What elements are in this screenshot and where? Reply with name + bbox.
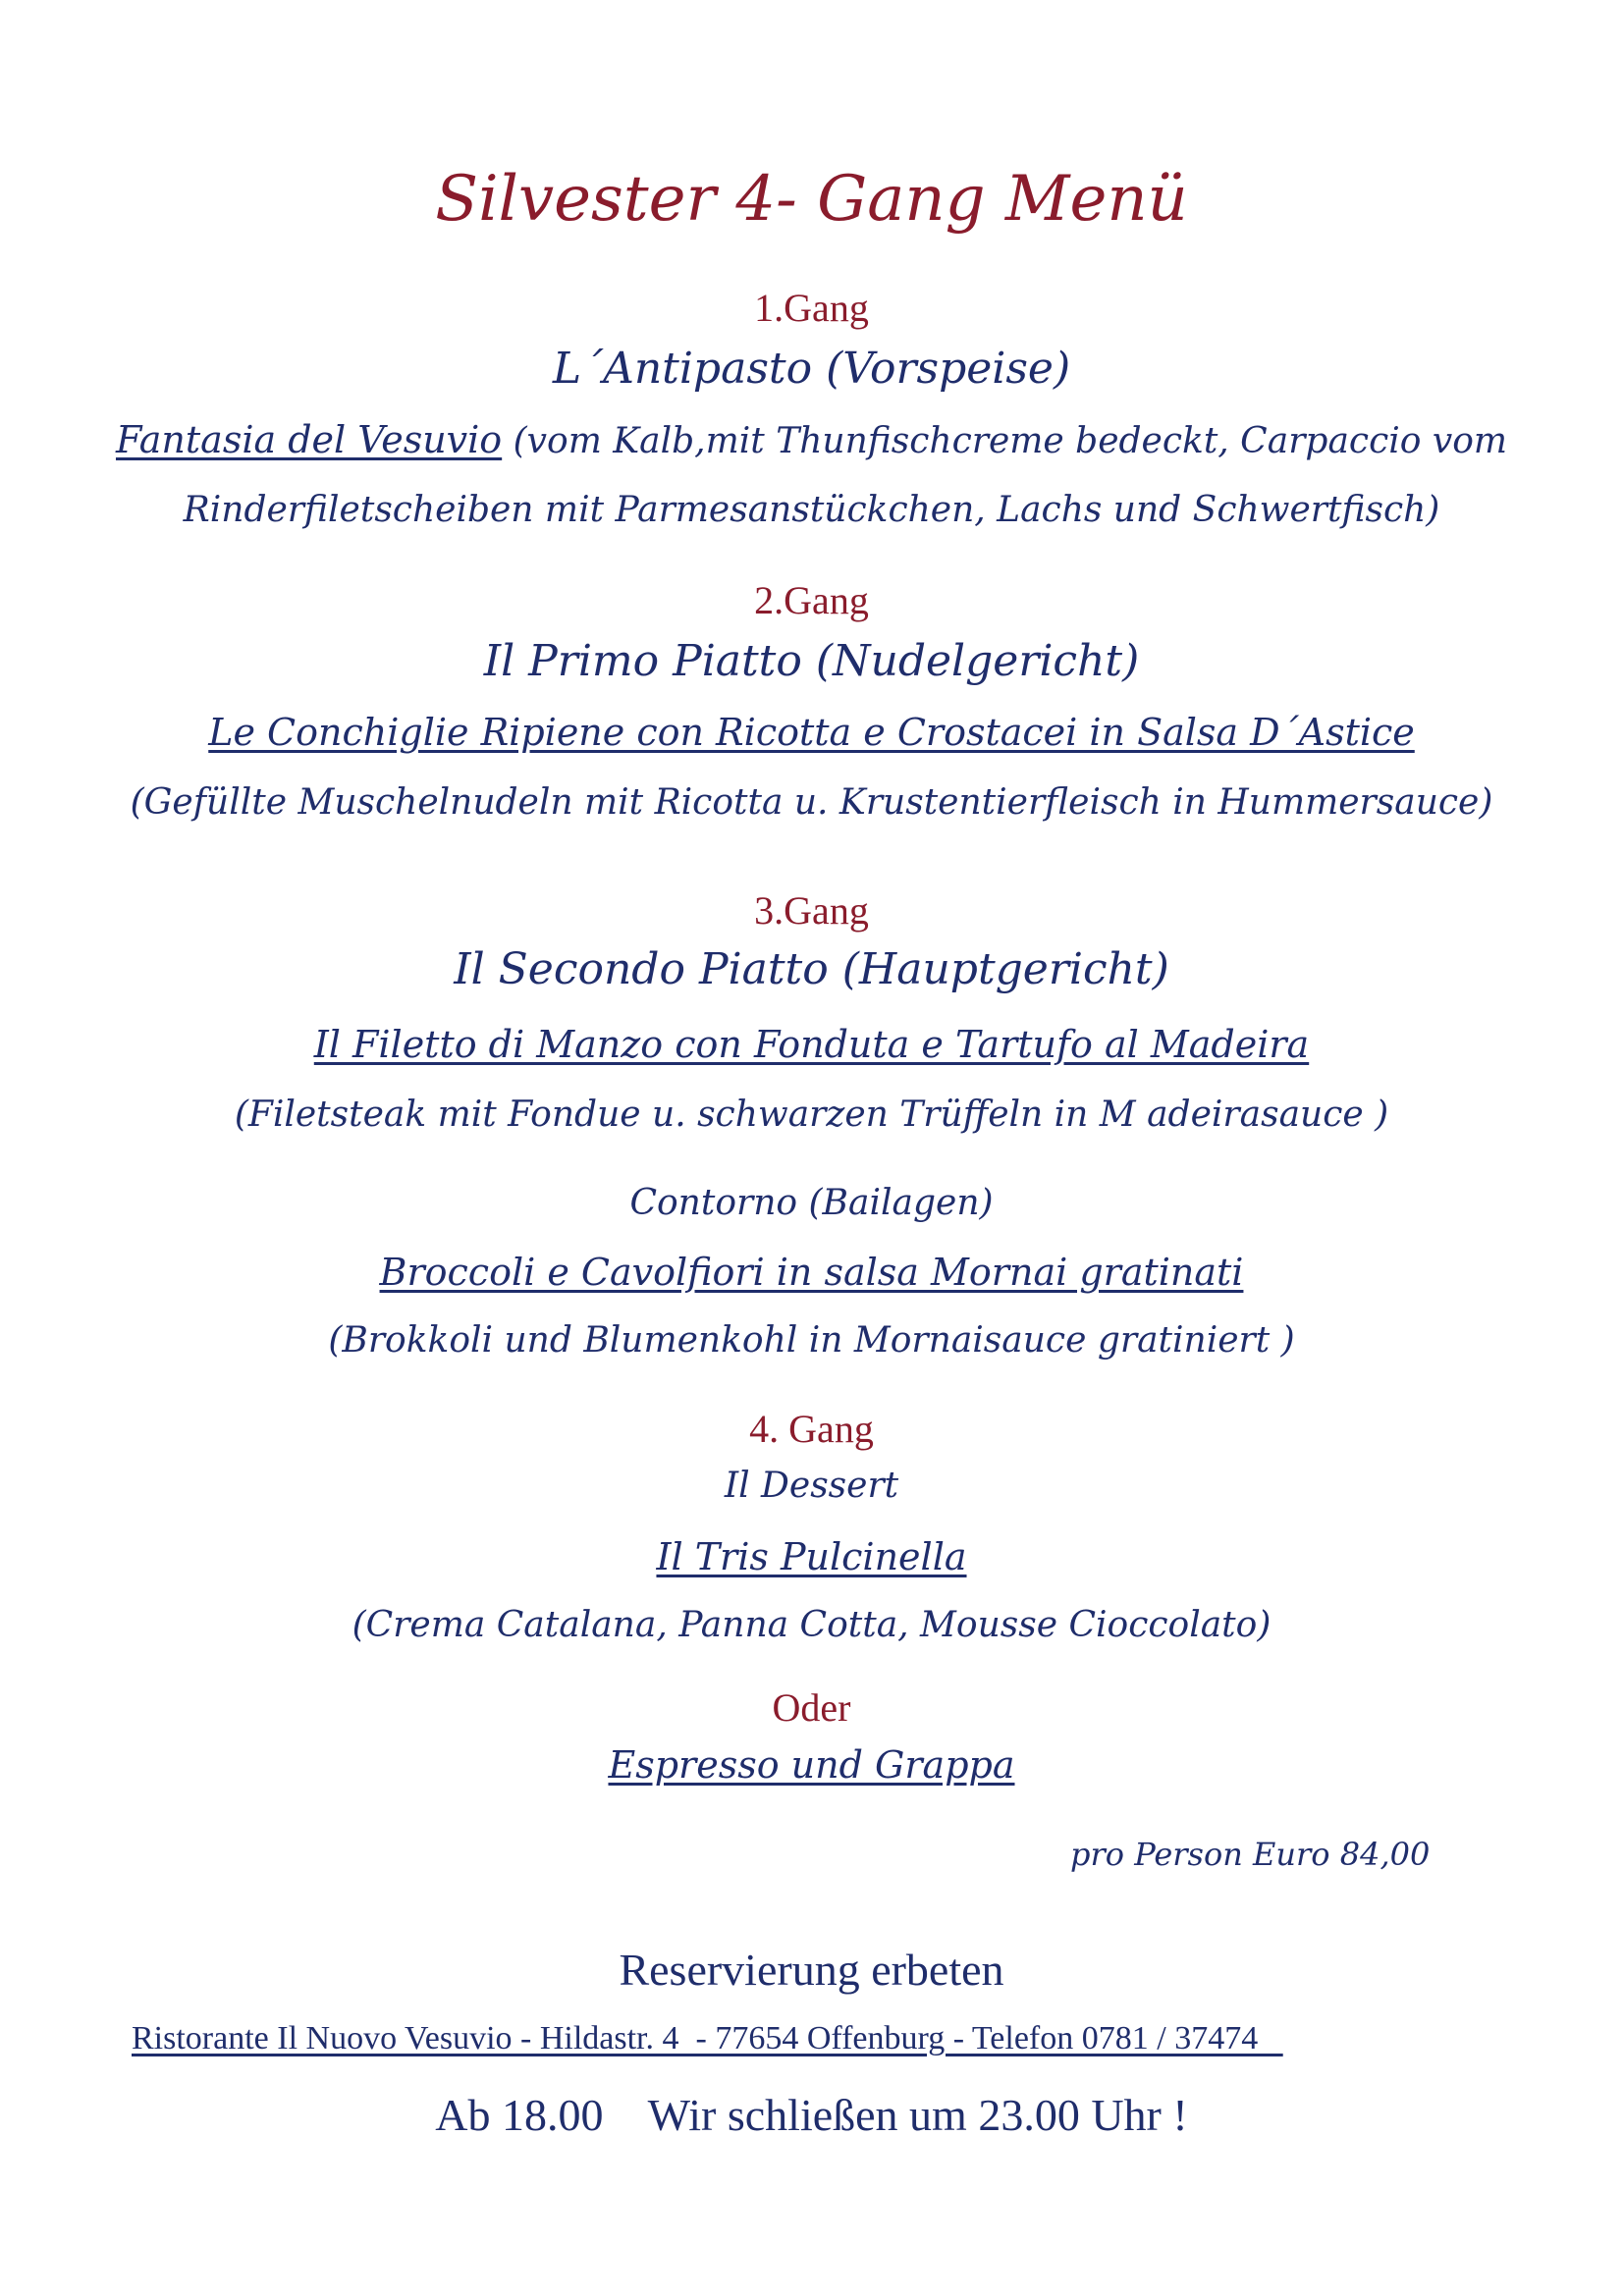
course-1-desc: Rinderfiletscheiben mit Parmesanstückchen, Lachs und Schwertfisch) — [183, 490, 1440, 530]
course-3-side-dish: Broccoli e Cavolfiori in salsa Mornai gratinati — [379, 1251, 1244, 1294]
reservation-note: Reservierung erbeten — [619, 1945, 1004, 1995]
course-4-desc: (Crema Catalana, Panna Cotta, Mousse Cioccolato) — [352, 1605, 1271, 1645]
course-4-dish: Il Tris Pulcinella — [656, 1535, 967, 1578]
course-1-dish-line — [0, 420, 1623, 461]
course-3-dish: Il Filetto di Manzo con Fonduta e Tartufo al Madeira — [313, 1023, 1310, 1066]
course-3-label: 3.Gang — [754, 888, 869, 933]
course-4-heading: Il Dessert — [724, 1466, 899, 1506]
course-1-heading: L´Antipasto (Vorspeise) — [552, 344, 1071, 394]
course-4-alt-label: Oder — [772, 1685, 851, 1730]
course-3-side-heading: Contorno (Bailagen) — [629, 1183, 994, 1223]
restaurant-address: Ristorante Il Nuovo Vesuvio - Hildastr. 4 - 77654 Offenburg - Telefon 0781 / 37474 — [132, 2020, 1283, 2056]
course-3-desc: (Filetsteak mit Fondue u. schwarzen Trüffeln in M adeirasauce ) — [234, 1095, 1389, 1135]
course-1-desc-inline: (vom Kalb,mit Thunfischcreme bedeckt, Carpaccio vom — [502, 421, 1508, 461]
course-2-desc: (Gefüllte Muschelnudeln mit Ricotta u. Krustentierfleisch in Hummersauce) — [130, 782, 1493, 823]
menu-title: Silvester 4- Gang Menü — [435, 163, 1188, 236]
opening-hours: Ab 18.00 Wir schließen um 23.00 Uhr ! — [435, 2090, 1188, 2140]
course-3-side-desc: (Brokkoli und Blumenkohl in Mornaisauce gratiniert ) — [328, 1320, 1295, 1361]
course-2-heading: Il Primo Piatto (Nudelgericht) — [483, 636, 1140, 686]
course-3-heading: Il Secondo Piatto (Hauptgericht) — [454, 944, 1169, 994]
course-2-dish: Le Conchiglie Ripiene con Ricotta e Crostacei in Salsa D´Astice — [208, 711, 1415, 754]
price-per-person: pro Person Euro 84,00 — [1070, 1836, 1431, 1873]
course-4-alt-dish: Espresso und Grappa — [608, 1743, 1015, 1787]
course-4-label: 4. Gang — [749, 1407, 874, 1451]
course-2-label: 2.Gang — [754, 578, 869, 622]
course-1-label: 1.Gang — [754, 286, 869, 330]
course-1-dish: Fantasia del Vesuvio — [115, 418, 503, 461]
